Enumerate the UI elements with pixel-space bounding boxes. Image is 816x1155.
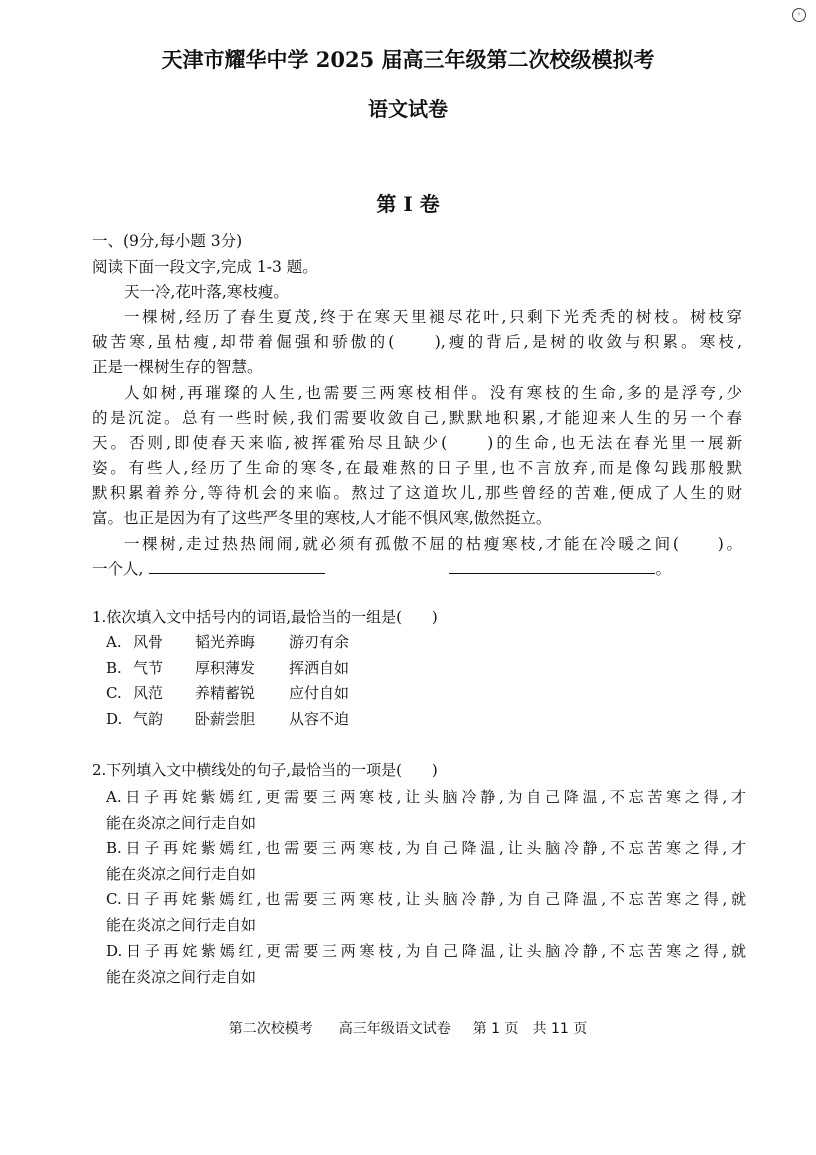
passage-line: 破苦寒,虽枯瘦,却带着倔强和骄傲的( ),瘦的背后,是树的收敛与积累。寒枝, [92,333,742,351]
question-2-option-d[interactable]: D.日子再姹紫嫣红,更需要三两寒枝,为自己降温,让头脑冷静,不忘苦寒之得,就 [106,942,746,960]
fill-in-blank-1[interactable] [149,559,325,574]
part-heading: 第 I 卷 [376,192,440,216]
passage-line: 姿。有些人,经历了生命的寒冬,在最难熬的日子里,也不言放弃,而是像勾践那般默 [92,459,742,477]
footer-paper: 高三年级语文试卷 [338,1021,451,1037]
passage-line: 富。也正是因为有了这些严冬里的寒枝,人才能不惧风寒,傲然挺立。 [92,509,552,527]
exam-title: 天津市耀华中学 2025 届高三年级第二次校级模拟考 [161,47,655,72]
question-1-option-d[interactable]: D. 气韵 卧薪尝胆 从容不迫 [106,710,350,728]
footer-exam: 第二次校模考 [228,1021,313,1037]
question-1-option-b[interactable]: B. 气节 厚积薄发 挥洒自如 [106,659,350,677]
question-2-stem: 2.下列填入文中横线处的句子,最恰当的一项是( ) [92,761,438,779]
question-2-option-c[interactable]: C.日子再姹紫嫣红,也需要三两寒枝,让头脑冷静,为自己降温,不忘苦寒之得,就 [106,890,746,908]
question-1-option-a[interactable]: A. 风骨 韬光养晦 游刃有余 [106,633,350,651]
passage-line: 的是沉淀。总有一些时候,我们需要收敛自己,默默地积累,才能迎来人生的另一个春 [92,409,742,427]
passage-line: 一棵树,走过热热闹闹,就必须有孤傲不屈的枯瘦寒枝,才能在冷暖之间( )。 [124,535,742,553]
question-2-option-b[interactable]: B.日子再姹紫嫣红,也需要三两寒枝,为自己降温,让头脑冷静,不忘苦寒之得,才 [106,839,746,857]
fill-in-line [92,556,671,582]
passage-line: 天。否则,即使春天来临,被挥霍殆尽且缺少( )的生命,也无法在春光里一展新 [92,434,742,452]
question-2-option-b-cont: 能在炎凉之间行走自如 [106,865,257,883]
fill-in-blank-2[interactable] [449,559,655,574]
passage-line: 默积累着养分,等待机会的来临。熬过了这道坎儿,那些曾经的苦难,便成了人生的财 [92,484,742,502]
question-2-option-a[interactable]: A.日子再姹紫嫣红,更需要三两寒枝,让头脑冷静,为自己降温,不忘苦寒之得,才 [106,788,746,806]
section-instruction: 阅读下面一段文字,完成 1-3 题。 [92,258,318,276]
fill-in-suffix: 。 [655,560,671,578]
question-1-stem: 1.依次填入文中括号内的词语,最恰当的一组是( ) [92,608,438,626]
passage-line: 正是一棵树生存的智慧。 [92,358,263,376]
question-2-option-d-cont: 能在炎凉之间行走自如 [106,968,257,986]
question-1-option-c[interactable]: C. 风范 养精蓄锐 应付自如 [106,684,350,702]
passage-line: 天一冷,花叶落,寒枝瘦。 [124,283,289,301]
question-2-option-c-cont: 能在炎凉之间行走自如 [106,916,257,934]
passage-line: 人如树,再璀璨的人生,也需要三两寒枝相伴。没有寒枝的生命,多的是浮夸,少 [124,384,742,402]
question-2-option-a-cont: 能在炎凉之间行走自如 [106,814,257,832]
subject-title: 语文试卷 [368,97,448,121]
footer-page-number: 第 1 页 共 11 页 [472,1021,588,1037]
corner-mark-icon: ◦ [792,8,806,22]
page-footer [0,1018,816,1038]
section-heading: 一、(9分,每小题 3分) [92,232,243,250]
passage-line: 一棵树,经历了春生夏茂,终于在寒天里褪尽花叶,只剩下光秃秃的树枝。树枝穿 [124,308,742,326]
fill-in-prefix: 一个人, [92,560,144,578]
